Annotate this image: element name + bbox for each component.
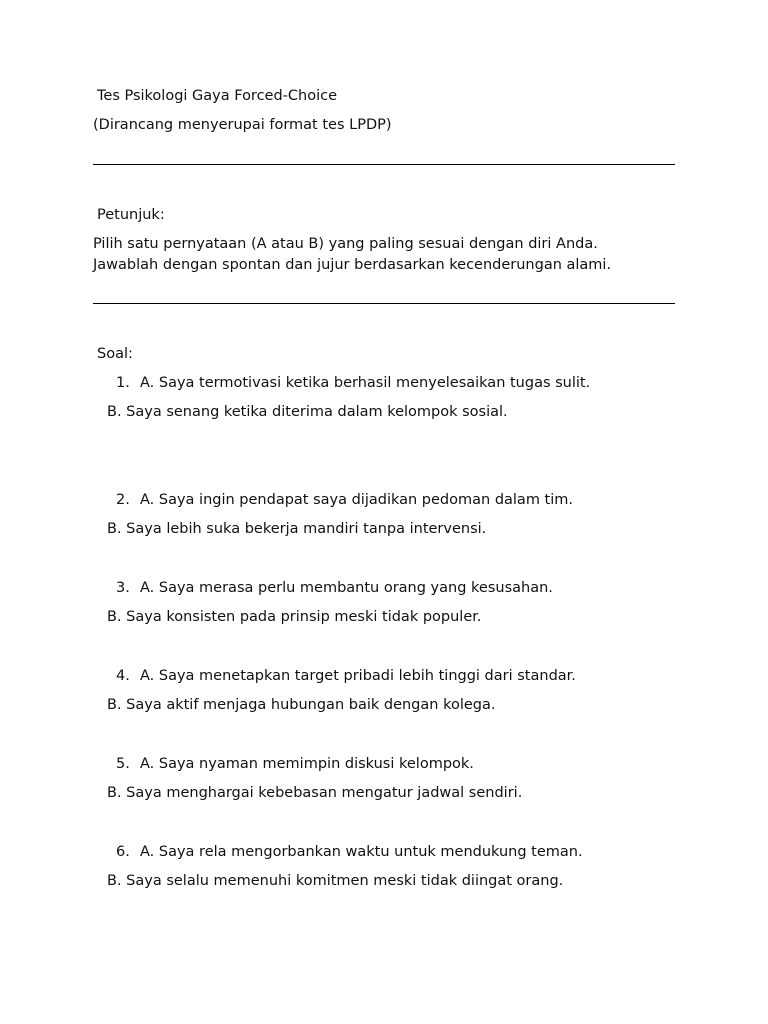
question-4-option-b: B. Saya aktif menjaga hubungan baik dengan kolega. <box>107 697 496 713</box>
instructions-line-2: Jawablah dengan spontan dan jujur berdasarkan kecenderungan alami. <box>93 257 612 273</box>
question-3-option-b: B. Saya konsisten pada prinsip meski tidak populer. <box>107 609 482 625</box>
question-1-option-a: A. Saya termotivasi ketika berhasil menyelesaikan tugas sulit. <box>140 375 591 391</box>
question-6-option-b: B. Saya selalu memenuhi komitmen meski tidak diingat orang. <box>107 873 564 889</box>
question-5-option-a: A. Saya nyaman memimpin diskusi kelompok. <box>140 756 474 772</box>
question-2-option-a: A. Saya ingin pendapat saya dijadikan pedoman dalam tim. <box>140 492 574 508</box>
document-title: Tes Psikologi Gaya Forced-Choice <box>97 88 338 104</box>
document-subtitle: (Dirancang menyerupai format tes LPDP) <box>93 117 392 133</box>
question-4-option-a: A. Saya menetapkan target pribadi lebih tinggi dari standar. <box>140 668 576 684</box>
question-5-option-b: B. Saya menghargai kebebasan mengatur jadwal sendiri. <box>107 785 523 801</box>
instructions-heading: Petunjuk: <box>97 207 165 223</box>
question-6-option-a: A. Saya rela mengorbankan waktu untuk mendukung teman. <box>140 844 583 860</box>
questions-heading: Soal: <box>97 346 133 362</box>
question-2-number: 2. <box>116 492 130 508</box>
instructions-line-1: Pilih satu pernyataan (A atau B) yang paling sesuai dengan diri Anda. <box>93 236 598 252</box>
question-4-number: 4. <box>116 668 130 684</box>
question-3-number: 3. <box>116 580 130 596</box>
question-3-option-a: A. Saya merasa perlu membantu orang yang kesusahan. <box>140 580 553 596</box>
question-1-option-b: B. Saya senang ketika diterima dalam kelompok sosial. <box>107 404 508 420</box>
question-2-option-b: B. Saya lebih suka bekerja mandiri tanpa intervensi. <box>107 521 487 537</box>
question-1-number: 1. <box>116 375 130 391</box>
question-6-number: 6. <box>116 844 130 860</box>
divider-top <box>93 164 675 165</box>
question-5-number: 5. <box>116 756 130 772</box>
divider-bottom <box>93 303 675 304</box>
